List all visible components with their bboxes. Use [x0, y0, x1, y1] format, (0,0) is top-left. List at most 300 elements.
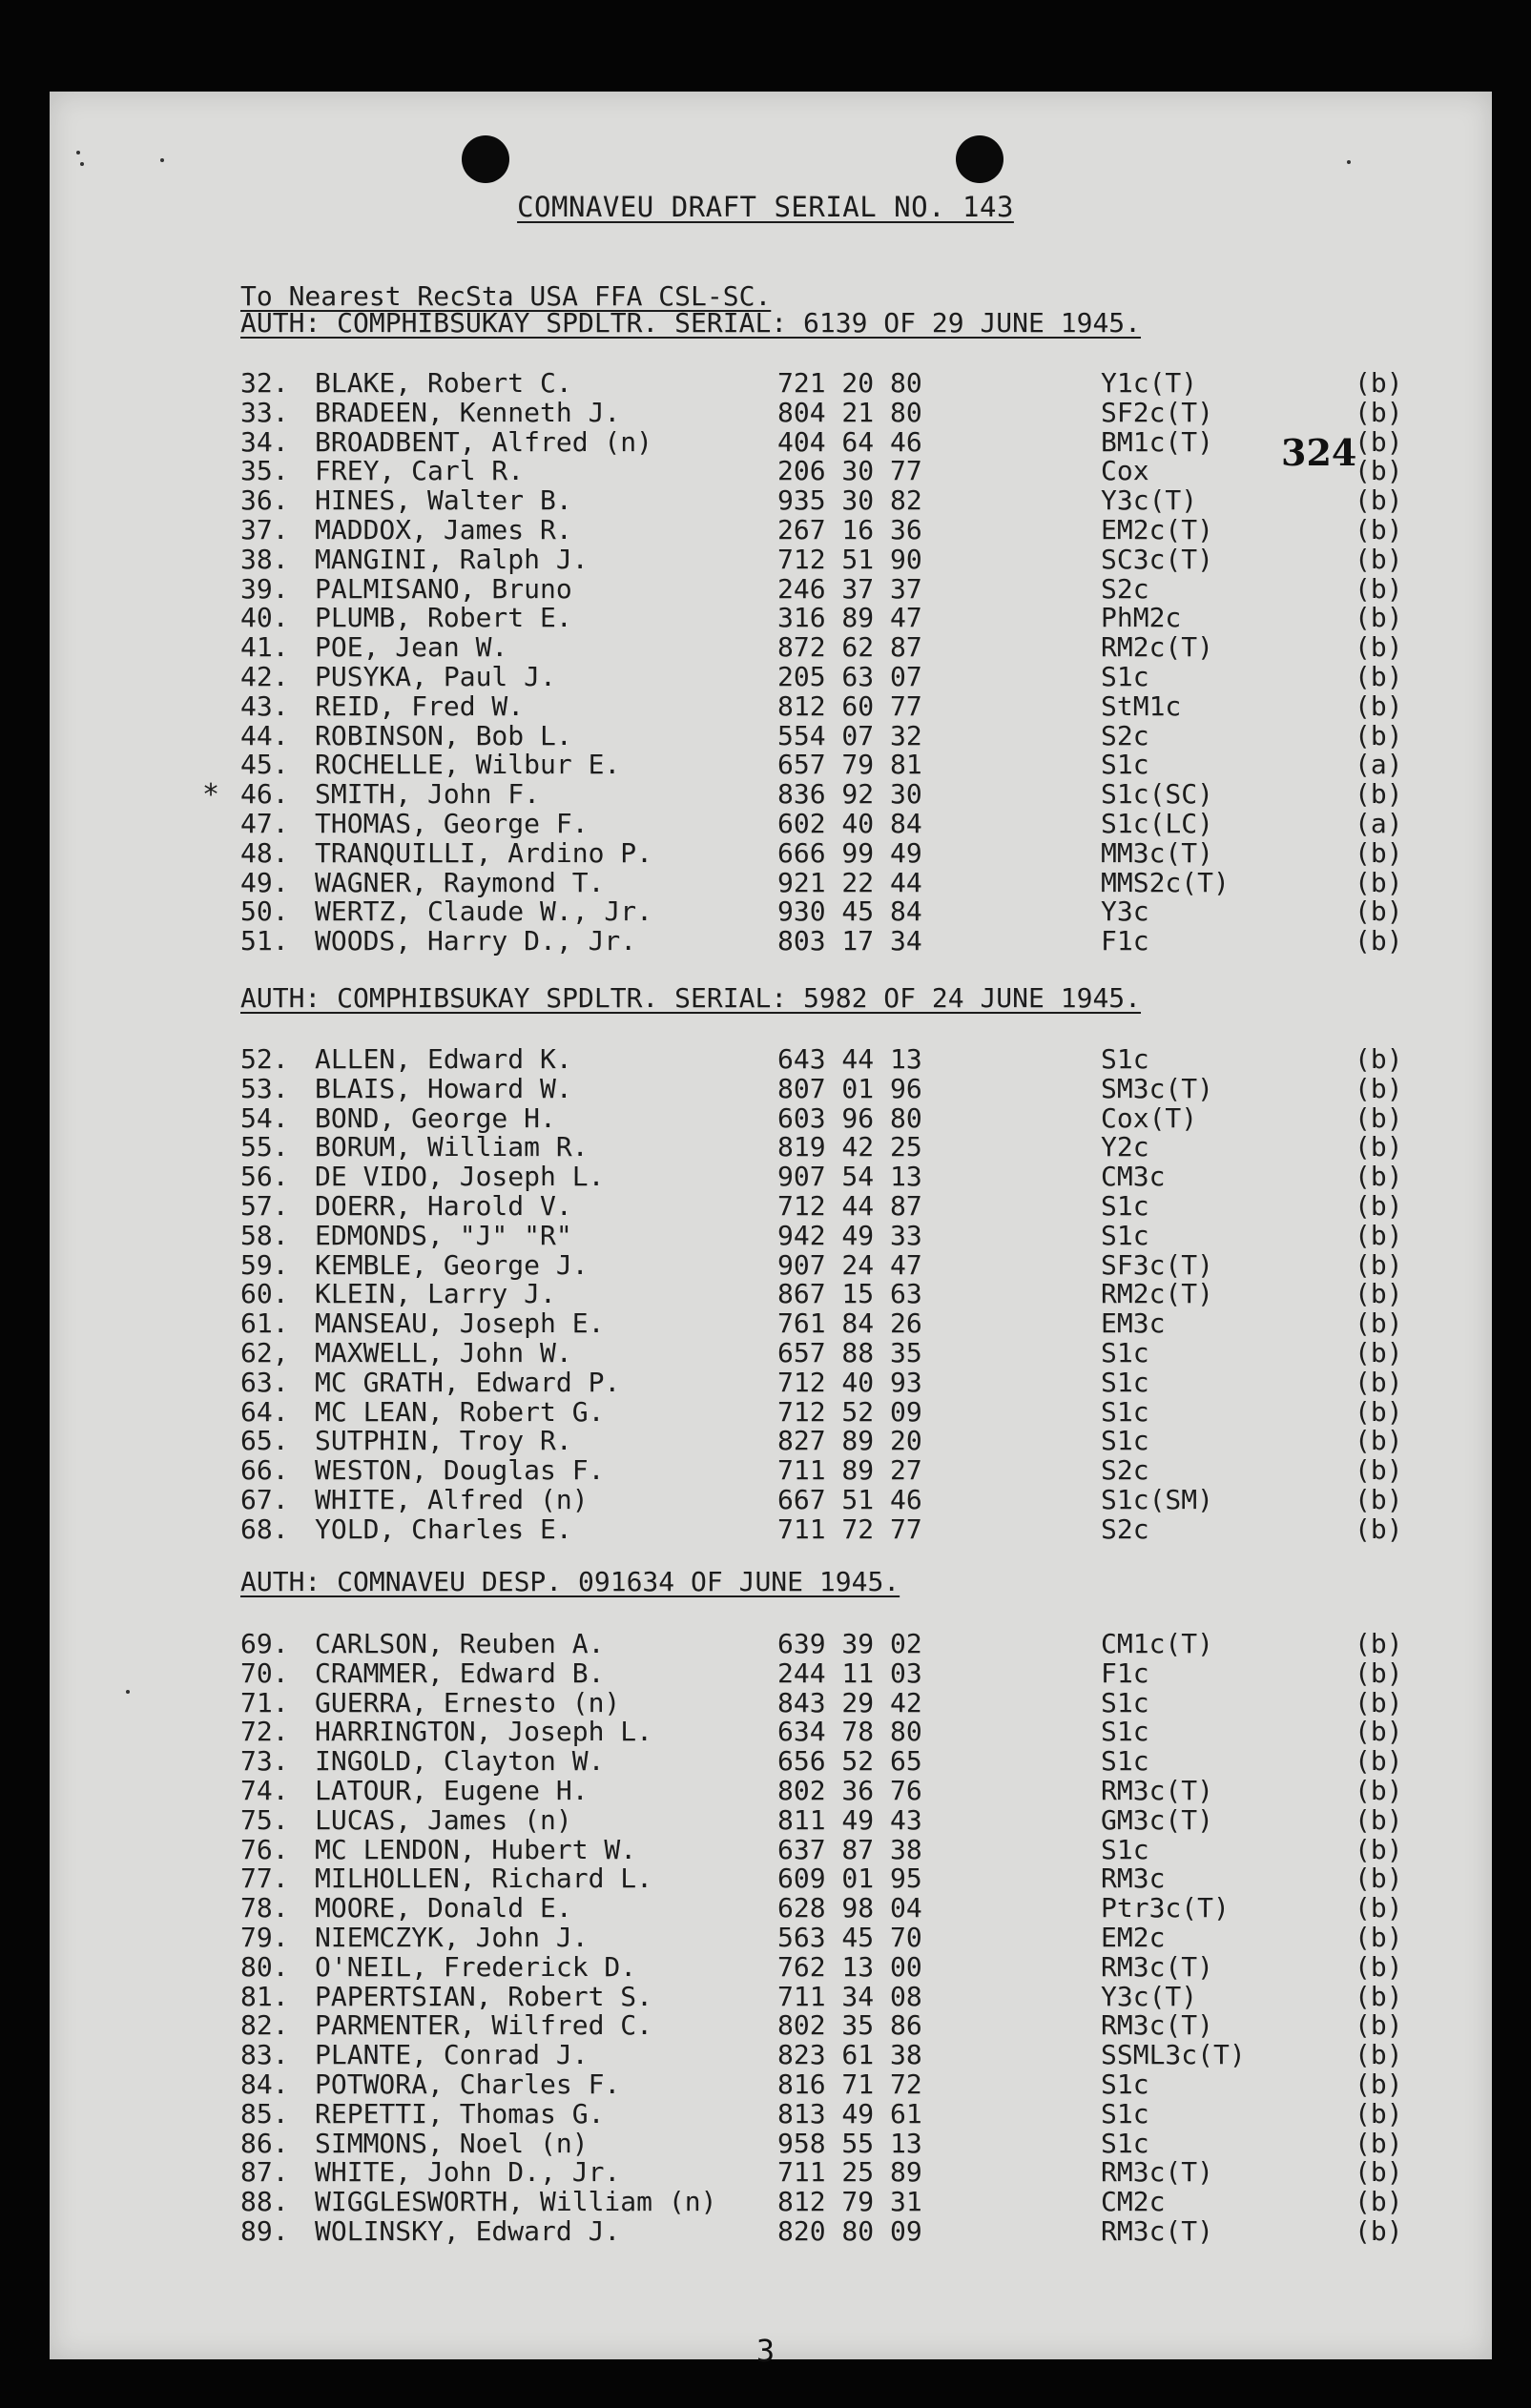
roster-row	[0, 1249, 1531, 1279]
roster-row	[0, 749, 1531, 781]
classification: (b)	[1355, 1307, 1403, 1340]
row-number: 68.	[240, 1513, 289, 1545]
roster-row	[0, 455, 1531, 487]
authorization-line: AUTH: COMNAVEU DESP. 091634 OF JUNE 1945.	[240, 1566, 900, 1597]
rating: S2c	[1101, 1454, 1149, 1487]
roster-row	[0, 514, 1531, 544]
classification: (b)	[1355, 1716, 1403, 1748]
sailor-name: MILHOLLEN, Richard L.	[315, 1863, 653, 1895]
row-number: 57.	[240, 1190, 289, 1222]
row-number: 47.	[240, 808, 289, 839]
destination-line: To Nearest RecSta USA FFA CSL-SC.	[240, 280, 772, 312]
sailor-name: WAGNER, Raymond T.	[315, 866, 605, 898]
classification: (b)	[1355, 1278, 1403, 1310]
rating: S1c	[1101, 1745, 1149, 1778]
row-number: 86.	[240, 2127, 289, 2159]
service-number: 930 45 84	[777, 895, 922, 928]
sailor-name: REPETTI, Thomas G.	[315, 2097, 605, 2130]
row-number: 65.	[240, 1425, 289, 1457]
sailor-name: BROADBENT, Alfred (n)	[315, 425, 653, 458]
service-number: 712 40 93	[777, 1366, 922, 1398]
service-number: 812 60 77	[777, 689, 922, 722]
row-number: 42.	[240, 661, 289, 692]
rating: S1c	[1101, 1043, 1149, 1075]
sailor-name: MANGINI, Ralph J.	[315, 543, 589, 575]
service-number: 823 61 38	[777, 2039, 922, 2071]
rating: PhM2c	[1101, 602, 1182, 634]
row-number: 88.	[240, 2186, 289, 2218]
roster-row	[0, 2009, 1531, 2042]
rating: CM3c	[1101, 1161, 1166, 1193]
row-number: 70.	[240, 1657, 289, 1689]
service-number: 711 89 27	[777, 1454, 922, 1487]
row-number: 45.	[240, 749, 289, 781]
sailor-name: BLAKE, Robert C.	[315, 367, 572, 399]
sailor-name: LUCAS, James (n)	[315, 1803, 572, 1836]
authorization-line: AUTH: COMPHIBSUKAY SPDLTR. SERIAL: 5982 OF 24 JUNE 1945.	[240, 982, 1142, 1014]
sailor-name: O'NEIL, Frederick D.	[315, 1950, 637, 1983]
service-number: 628 98 04	[777, 1892, 922, 1924]
rating: Ptr3c(T)	[1101, 1892, 1230, 1924]
rating: RM3c(T)	[1101, 2009, 1214, 2042]
service-number: 935 30 82	[777, 484, 922, 517]
service-number: 603 96 80	[777, 1101, 922, 1134]
rating: S1c	[1101, 749, 1149, 781]
sailor-name: HINES, Walter B.	[315, 484, 572, 517]
roster-row	[0, 2039, 1531, 2071]
classification: (b)	[1355, 1101, 1403, 1134]
classification: (b)	[1355, 2009, 1403, 2042]
row-number: 40.	[240, 602, 289, 634]
service-number: 816 71 72	[777, 2068, 922, 2100]
roster-row	[0, 690, 1531, 720]
rating: S1c(SM)	[1101, 1484, 1214, 1515]
service-number: 205 63 07	[777, 661, 922, 692]
row-number: 61.	[240, 1307, 289, 1340]
service-number: 657 88 35	[777, 1337, 922, 1369]
roster-row	[0, 1922, 1531, 1951]
service-number: 807 01 96	[777, 1072, 922, 1104]
sailor-name: KEMBLE, George J.	[315, 1248, 589, 1281]
classification: (b)	[1355, 2127, 1403, 2159]
service-number: 843 29 42	[777, 1686, 922, 1719]
punch-hole-right	[956, 135, 1003, 183]
roster-row	[0, 1863, 1531, 1895]
rating: MMS2c(T)	[1101, 866, 1230, 898]
classification: (b)	[1355, 1190, 1403, 1222]
roster-row	[0, 1190, 1531, 1220]
classification: (b)	[1355, 396, 1403, 428]
classification: (b)	[1355, 1833, 1403, 1865]
classification: (b)	[1355, 1043, 1403, 1075]
row-asterisk-mark: *	[202, 778, 220, 813]
roster-row	[0, 2215, 1531, 2245]
roster-row	[0, 1367, 1531, 1396]
roster-row	[0, 1043, 1531, 1073]
rating: SM3c(T)	[1101, 1072, 1214, 1104]
row-number: 83.	[240, 2039, 289, 2071]
classification: (b)	[1355, 543, 1403, 575]
row-number: 89.	[240, 2215, 289, 2247]
classification: (b)	[1355, 1337, 1403, 1369]
rating: Y1c(T)	[1101, 367, 1198, 399]
roster-row	[0, 1834, 1531, 1863]
sailor-name: MADDOX, James R.	[315, 514, 572, 545]
sailor-name: GUERRA, Ernesto (n)	[315, 1686, 621, 1719]
roster-row	[0, 1745, 1531, 1778]
rating: SC3c(T)	[1101, 543, 1214, 575]
document-title: COMNAVEU DRAFT SERIAL NO. 143	[517, 191, 1014, 223]
page-number: 3	[755, 2333, 776, 2369]
service-number: 711 72 77	[777, 1513, 922, 1545]
classification: (b)	[1355, 689, 1403, 722]
classification: (b)	[1355, 2215, 1403, 2247]
row-number: 48.	[240, 836, 289, 869]
row-number: 39.	[240, 572, 289, 605]
rating: CM2c	[1101, 2186, 1166, 2218]
sailor-name: SIMMONS, Noel (n)	[315, 2127, 589, 2159]
rating: S2c	[1101, 719, 1149, 751]
service-number: 656 52 65	[777, 1745, 922, 1778]
classification: (b)	[1355, 425, 1403, 458]
roster-row	[0, 867, 1531, 896]
sailor-name: MAXWELL, John W.	[315, 1337, 572, 1369]
rating: RM3c(T)	[1101, 2215, 1214, 2247]
row-number: 32.	[240, 367, 289, 399]
rating: S1c	[1101, 1337, 1149, 1369]
classification: (b)	[1355, 719, 1403, 751]
classification: (b)	[1355, 367, 1403, 399]
classification: (b)	[1355, 836, 1403, 869]
service-number: 244 11 03	[777, 1657, 922, 1689]
service-number: 721 20 80	[777, 367, 922, 399]
roster-row	[0, 1716, 1531, 1748]
roster-row	[0, 367, 1531, 397]
service-number: 907 24 47	[777, 1248, 922, 1281]
rating: S1c	[1101, 661, 1149, 692]
classification: (b)	[1355, 1425, 1403, 1457]
sailor-name: WERTZ, Claude W., Jr.	[315, 895, 653, 928]
rating: BM1c(T)	[1101, 425, 1214, 458]
service-number: 712 51 90	[777, 543, 922, 575]
rating: Cox	[1101, 455, 1149, 487]
roster-row	[0, 426, 1531, 456]
rating: S2c	[1101, 572, 1149, 605]
row-number: 54.	[240, 1101, 289, 1134]
sailor-name: CRAMMER, Edward B.	[315, 1657, 605, 1689]
roster-row	[0, 484, 1531, 517]
row-number: 82.	[240, 2009, 289, 2042]
classification: (b)	[1355, 1395, 1403, 1428]
service-number: 958 55 13	[777, 2127, 922, 2159]
roster-row	[0, 631, 1531, 664]
rating: S1c	[1101, 1716, 1149, 1748]
rating: RM2c(T)	[1101, 1278, 1214, 1310]
sailor-name: PALMISANO, Bruno	[315, 572, 572, 605]
service-number: 762 13 00	[777, 1950, 922, 1983]
roster-row	[0, 1220, 1531, 1249]
rating: Y3c(T)	[1101, 1980, 1198, 2012]
roster-row	[0, 925, 1531, 955]
paper-speck	[80, 162, 84, 166]
sailor-name: BOND, George H.	[315, 1101, 556, 1134]
row-number: 36.	[240, 484, 289, 517]
service-number: 637 87 38	[777, 1833, 922, 1865]
sailor-name: BORUM, William R.	[315, 1131, 589, 1163]
sailor-name: PUSYKA, Paul J.	[315, 661, 556, 692]
page-stamp-number: 324	[1281, 431, 1357, 474]
classification: (b)	[1355, 1628, 1403, 1659]
roster-row	[0, 1657, 1531, 1687]
rating: F1c	[1101, 1657, 1149, 1689]
classification: (b)	[1355, 631, 1403, 664]
service-number: 404 64 46	[777, 425, 922, 458]
row-number: 56.	[240, 1161, 289, 1193]
service-number: 639 39 02	[777, 1628, 922, 1659]
rating: S1c(SC)	[1101, 778, 1214, 811]
row-number: 87.	[240, 2156, 289, 2189]
service-number: 711 25 89	[777, 2156, 922, 2189]
row-number: 76.	[240, 1833, 289, 1865]
rating: MM3c(T)	[1101, 836, 1214, 869]
classification: (b)	[1355, 1950, 1403, 1983]
rating: F1c	[1101, 925, 1149, 957]
row-number: 44.	[240, 719, 289, 751]
paper-speck	[1347, 160, 1351, 164]
classification: (b)	[1355, 1131, 1403, 1163]
rating: RM3c(T)	[1101, 1775, 1214, 1806]
authorization-line: AUTH: COMPHIBSUKAY SPDLTR. SERIAL: 6139 OF 29 JUNE 1945.	[240, 307, 1142, 339]
sailor-name: MC LEAN, Robert G.	[315, 1395, 605, 1428]
rating: StM1c	[1101, 689, 1182, 722]
row-number: 69.	[240, 1628, 289, 1659]
roster-row	[0, 602, 1531, 634]
sailor-name: PLANTE, Conrad J.	[315, 2039, 589, 2071]
row-number: 75.	[240, 1803, 289, 1836]
row-number: 80.	[240, 1950, 289, 1983]
classification: (a)	[1355, 749, 1403, 781]
classification: (b)	[1355, 661, 1403, 692]
roster-row	[0, 1951, 1531, 1981]
classification: (b)	[1355, 514, 1403, 545]
classification: (b)	[1355, 1219, 1403, 1251]
service-number: 712 44 87	[777, 1190, 922, 1222]
row-number: 63.	[240, 1366, 289, 1398]
row-number: 58.	[240, 1219, 289, 1251]
sailor-name: SMITH, John F.	[315, 778, 541, 811]
roster-row	[0, 661, 1531, 690]
classification: (b)	[1355, 1248, 1403, 1281]
sailor-name: WOODS, Harry D., Jr.	[315, 925, 637, 957]
row-number: 53.	[240, 1072, 289, 1104]
classification: (b)	[1355, 925, 1403, 957]
rating: S1c	[1101, 1219, 1149, 1251]
row-number: 43.	[240, 689, 289, 722]
service-number: 872 62 87	[777, 631, 922, 664]
row-number: 72.	[240, 1716, 289, 1748]
row-number: 84.	[240, 2068, 289, 2100]
row-number: 34.	[240, 425, 289, 458]
rating: SSML3c(T)	[1101, 2039, 1246, 2071]
classification: (b)	[1355, 1161, 1403, 1193]
service-number: 206 30 77	[777, 455, 922, 487]
sailor-name: WHITE, Alfred (n)	[315, 1484, 589, 1515]
classification: (b)	[1355, 1892, 1403, 1924]
service-number: 634 78 80	[777, 1716, 922, 1748]
service-number: 827 89 20	[777, 1425, 922, 1457]
classification: (b)	[1355, 2068, 1403, 2100]
service-number: 836 92 30	[777, 778, 922, 811]
service-number: 316 89 47	[777, 602, 922, 634]
rating: Y2c	[1101, 1131, 1149, 1163]
service-number: 804 21 80	[777, 396, 922, 428]
sailor-name: REID, Fred W.	[315, 689, 525, 722]
row-number: 62,	[240, 1337, 289, 1369]
service-number: 820 80 09	[777, 2215, 922, 2247]
rating: Cox(T)	[1101, 1101, 1198, 1134]
punch-hole-left	[462, 135, 509, 183]
classification: (b)	[1355, 1775, 1403, 1806]
service-number: 802 36 76	[777, 1775, 922, 1806]
sailor-name: HARRINGTON, Joseph L.	[315, 1716, 653, 1748]
roster-row	[0, 1892, 1531, 1922]
rating: RM3c	[1101, 1863, 1166, 1895]
rating: S1c	[1101, 2097, 1149, 2130]
sailor-name: PAPERTSIAN, Robert S.	[315, 1980, 653, 2012]
sailor-name: WIGGLESWORTH, William (n)	[315, 2186, 717, 2218]
rating: EM2c	[1101, 1922, 1166, 1953]
classification: (b)	[1355, 1922, 1403, 1953]
service-number: 813 49 61	[777, 2097, 922, 2130]
sailor-name: MOORE, Donald E.	[315, 1892, 572, 1924]
sailor-name: YOLD, Charles E.	[315, 1513, 572, 1545]
classification: (b)	[1355, 602, 1403, 634]
classification: (b)	[1355, 895, 1403, 928]
service-number: 711 34 08	[777, 1980, 922, 2012]
service-number: 563 45 70	[777, 1922, 922, 1953]
sailor-name: CARLSON, Reuben A.	[315, 1628, 605, 1659]
service-number: 246 37 37	[777, 572, 922, 605]
row-number: 64.	[240, 1395, 289, 1428]
classification: (b)	[1355, 1513, 1403, 1545]
roster-row	[0, 1073, 1531, 1102]
rating: SF2c(T)	[1101, 396, 1214, 428]
sailor-name: ROCHELLE, Wilbur E.	[315, 749, 621, 781]
classification: (b)	[1355, 1745, 1403, 1778]
sailor-name: DE VIDO, Joseph L.	[315, 1161, 605, 1193]
sailor-name: ROBINSON, Bob L.	[315, 719, 572, 751]
paper-speck	[160, 158, 164, 162]
sailor-name: LATOUR, Eugene H.	[315, 1775, 589, 1806]
classification: (b)	[1355, 866, 1403, 898]
roster-row	[0, 1775, 1531, 1804]
classification: (b)	[1355, 1657, 1403, 1689]
classification: (b)	[1355, 2186, 1403, 2218]
service-number: 643 44 13	[777, 1043, 922, 1075]
roster-row	[0, 1102, 1531, 1132]
row-number: 33.	[240, 396, 289, 428]
sailor-name: MC LENDON, Hubert W.	[315, 1833, 637, 1865]
sailor-name: MANSEAU, Joseph E.	[315, 1307, 605, 1340]
rating: GM3c(T)	[1101, 1803, 1214, 1836]
roster-row	[0, 895, 1531, 928]
row-number: 59.	[240, 1248, 289, 1281]
sailor-name: WESTON, Douglas F.	[315, 1454, 605, 1487]
roster-row	[0, 1161, 1531, 1193]
row-number: 51.	[240, 925, 289, 957]
row-number: 46.	[240, 778, 289, 811]
classification: (b)	[1355, 1072, 1403, 1104]
rating: S1c(LC)	[1101, 808, 1214, 839]
roster-row	[0, 2068, 1531, 2098]
rating: SF3c(T)	[1101, 1248, 1214, 1281]
roster-row	[0, 1981, 1531, 2010]
roster-row	[0, 1513, 1531, 1543]
sailor-name: ALLEN, Edward K.	[315, 1043, 572, 1075]
roster-row	[0, 544, 1531, 573]
roster-row	[0, 778, 1531, 813]
service-number: 667 51 46	[777, 1484, 922, 1515]
rating: S1c	[1101, 1190, 1149, 1222]
sailor-name: BRADEEN, Kenneth J.	[315, 396, 621, 428]
service-number: 907 54 13	[777, 1161, 922, 1193]
classification: (b)	[1355, 2039, 1403, 2071]
classification: (b)	[1355, 1980, 1403, 2012]
roster-row	[0, 397, 1531, 426]
row-number: 79.	[240, 1922, 289, 1953]
sailor-name: TRANQUILLI, Ardino P.	[315, 836, 653, 869]
classification: (b)	[1355, 2156, 1403, 2189]
roster-row	[0, 573, 1531, 603]
roster-row	[0, 2156, 1531, 2189]
row-number: 60.	[240, 1278, 289, 1310]
row-number: 66.	[240, 1454, 289, 1487]
service-number: 602 40 84	[777, 808, 922, 839]
sailor-name: POE, Jean W.	[315, 631, 508, 664]
service-number: 819 42 25	[777, 1131, 922, 1163]
service-number: 554 07 32	[777, 719, 922, 751]
roster-row	[0, 2128, 1531, 2157]
service-number: 657 79 81	[777, 749, 922, 781]
roster-row	[0, 2186, 1531, 2218]
roster-row	[0, 1804, 1531, 1834]
row-number: 50.	[240, 895, 289, 928]
classification: (a)	[1355, 808, 1403, 839]
rating: S1c	[1101, 1425, 1149, 1457]
service-number: 712 52 09	[777, 1395, 922, 1428]
classification: (b)	[1355, 1366, 1403, 1398]
sailor-name: FREY, Carl R.	[315, 455, 525, 487]
roster-row	[0, 1278, 1531, 1310]
rating: RM2c(T)	[1101, 631, 1214, 664]
sailor-name: PLUMB, Robert E.	[315, 602, 572, 634]
classification: (b)	[1355, 1686, 1403, 1719]
rating: RM3c(T)	[1101, 1950, 1214, 1983]
sailor-name: BLAIS, Howard W.	[315, 1072, 572, 1104]
sailor-name: KLEIN, Larry J.	[315, 1278, 556, 1310]
roster-row	[0, 837, 1531, 867]
row-number: 49.	[240, 866, 289, 898]
roster-row	[0, 1307, 1531, 1340]
service-number: 666 99 49	[777, 836, 922, 869]
service-number: 802 35 86	[777, 2009, 922, 2042]
classification: (b)	[1355, 1484, 1403, 1515]
row-number: 41.	[240, 631, 289, 664]
sailor-name: WHITE, John D., Jr.	[315, 2156, 621, 2189]
rating: EM3c	[1101, 1307, 1166, 1340]
rating: S1c	[1101, 1833, 1149, 1865]
sailor-name: EDMONDS, "J" "R"	[315, 1219, 572, 1251]
